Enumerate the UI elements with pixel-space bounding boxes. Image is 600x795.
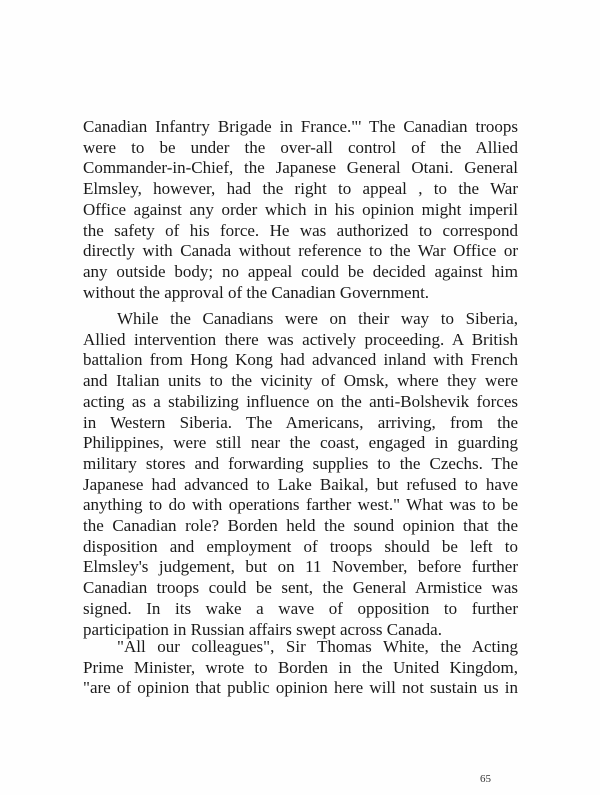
text-line: signed. In its wake a wave of opposition to further — [83, 598, 518, 618]
text-line: disposition and employment of troops should be left to — [83, 536, 518, 556]
paragraph-3 — [83, 637, 518, 699]
page-number: 65 — [480, 773, 491, 785]
text-line: in Western Siberia. The Americans, arriving, from the — [83, 412, 518, 432]
text-line: were to be under the over-all control of the Allied — [83, 137, 518, 157]
text-line: military stores and forwarding supplies to the Czechs. The — [83, 453, 518, 473]
text-line: Elmsley's judgement, but on 11 November, before further — [83, 557, 518, 577]
text-line: directly with Canada without reference to the War Office or — [83, 241, 518, 261]
text-line: Canadian troops could be sent, the General Armistice was — [83, 578, 518, 598]
text-line: and Italian units to the vicinity of Omsk, where they were — [83, 371, 518, 391]
text-line: "are of opinion that public opinion here will not sustain us in — [83, 678, 518, 698]
text-line: participation in Russian affairs swept across Canada. — [83, 619, 442, 639]
text-line: Philippines, were still near the coast, engaged in guarding — [83, 433, 518, 453]
text-line: Elmsley, however, had the right to appeal , to the War — [83, 179, 518, 199]
text-line: Japanese had advanced to Lake Baikal, but refused to have — [83, 474, 518, 494]
text-line: the safety of his force. He was authorized to correspond — [83, 220, 518, 240]
paragraph-2 — [83, 309, 518, 640]
text-line: Commander-in-Chief, the Japanese General Otani. General — [83, 158, 518, 178]
text-line: "All our colleagues", Sir Thomas White, the Acting — [117, 637, 518, 656]
text-line: acting as a stabilizing influence on the anti-Bolshevik forces — [83, 391, 518, 411]
text-line: Allied intervention there was actively proceeding. A British — [83, 329, 518, 349]
text-line: any outside body; no appeal could be decided against him — [83, 261, 518, 281]
text-line: battalion from Hong Kong had advanced inland with French — [83, 350, 518, 370]
text-line: the Canadian role? Borden held the sound opinion that the — [83, 516, 518, 536]
text-line: anything to do with operations farther west." What was to be — [83, 495, 518, 515]
text-line: Canadian Infantry Brigade in France."' The Canadian troops — [83, 117, 518, 136]
paragraph-1 — [83, 117, 518, 303]
text-line: Prime Minister, wrote to Borden in the United Kingdom, — [83, 657, 518, 677]
text-line: without the approval of the Canadian Government. — [83, 282, 430, 302]
text-line: Office against any order which in his opinion might imperil — [83, 199, 518, 219]
text-line: While the Canadians were on their way to Siberia, — [117, 309, 518, 328]
